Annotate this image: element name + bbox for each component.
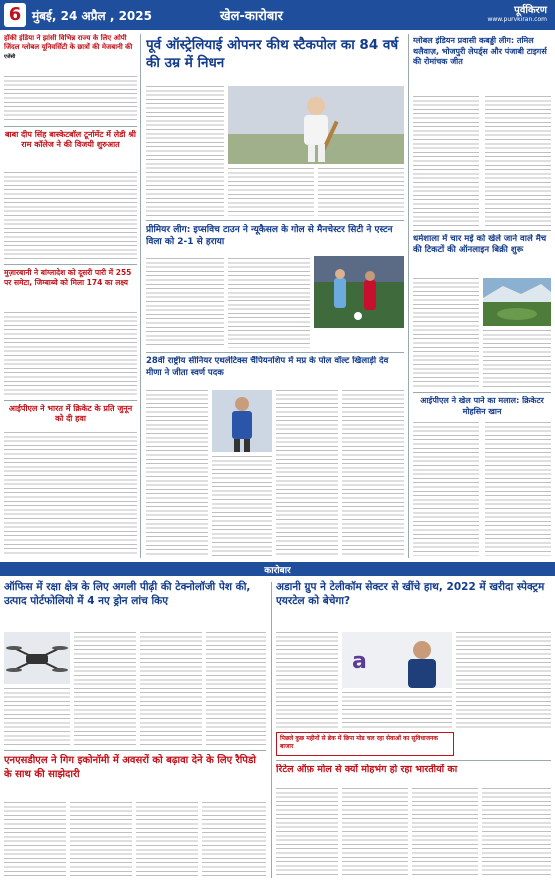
story-dateline: एजेंसी bbox=[4, 54, 16, 60]
story-dharmshala bbox=[413, 234, 551, 274]
story-body-text bbox=[146, 258, 224, 348]
story-headline: आईपीएल ने खेल पाने का मलाल: क्रिकेटर मोहसिन खान bbox=[420, 396, 544, 416]
section-divider bbox=[276, 760, 551, 761]
adani-photo bbox=[342, 632, 452, 688]
column-divider bbox=[140, 34, 141, 558]
story-body-text bbox=[136, 802, 198, 878]
svg-text:a: a bbox=[352, 649, 367, 674]
stadium-graphic bbox=[483, 278, 551, 326]
story-ipl-passion bbox=[4, 404, 137, 430]
masthead bbox=[0, 0, 555, 30]
section-divider bbox=[146, 352, 404, 353]
story-body-text bbox=[276, 788, 338, 878]
pull-quote-text: पिछले कुछ महीनों से ब्रेक में छिपा मोड चल रहा सेवाओं का सुविधाजनक बाजार bbox=[280, 735, 438, 750]
story-muzarabani bbox=[4, 268, 137, 308]
story-body-text bbox=[276, 632, 338, 730]
story-body-text bbox=[318, 168, 404, 216]
story-body-text bbox=[206, 632, 266, 746]
story-headline: रिटेल ऑफ़ मोल से क्यों मोहभंग हो रहा भारतीयों का bbox=[276, 764, 458, 775]
story-body-text bbox=[228, 258, 310, 298]
section-divider bbox=[146, 220, 404, 221]
story-headline: ग्लोबल इंडियन प्रवासी कबड्डी लीग: तमिल थलैवाज़, भोजपुरी लेपर्ड्स और पंजाबी टाइगर्स की रोमांचक जीत bbox=[413, 36, 547, 66]
cricketer-photo-graphic bbox=[228, 86, 404, 164]
story-chess bbox=[4, 130, 137, 168]
story-adani bbox=[276, 580, 551, 628]
story-mohsin bbox=[413, 396, 551, 420]
section-divider bbox=[413, 230, 551, 231]
drone-graphic bbox=[4, 632, 70, 684]
column-divider bbox=[271, 582, 272, 878]
story-headline: धर्मशाला में चार मई को खेले जाने वाले मैच की टिकटों की ऑनलाइन बिक्री शुरू bbox=[413, 234, 547, 255]
story-body-text bbox=[413, 278, 479, 388]
story-body-text bbox=[412, 788, 478, 878]
story-body-text bbox=[4, 312, 137, 396]
story-body-text bbox=[4, 172, 137, 260]
section-divider bbox=[4, 750, 266, 751]
section-band-label: कारोबार bbox=[264, 566, 291, 576]
story-body-text bbox=[413, 96, 479, 226]
story-body-text bbox=[342, 692, 452, 730]
stadium-photo bbox=[483, 278, 551, 326]
story-body-text bbox=[4, 76, 137, 122]
story-office-tech bbox=[4, 580, 266, 628]
story-body-text bbox=[485, 96, 551, 226]
issue-date: मुंबई, 24 अप्रैल , 2025 bbox=[32, 9, 152, 23]
story-headline: प्रीमियर लीग: इप्सविच टाउन ने न्यूकैसल के गोल से मैनचेस्टर सिटी ने एस्टन विला को 2-1 से हराया bbox=[146, 225, 393, 247]
story-body-text bbox=[483, 330, 551, 388]
story-athletics bbox=[146, 356, 404, 386]
story-global-kabaddi bbox=[413, 36, 551, 94]
story-headline: हॉकी इंडिया ने झांसी विभिन्न राज्य के लिए ओपी जिंदल ग्लोबल यूनिवर्सिटी के छात्रों की मेजबानी की bbox=[4, 34, 133, 51]
brand-name: पूर्वकिरण bbox=[514, 5, 547, 16]
story-body-text bbox=[228, 300, 310, 348]
brand-logo bbox=[487, 2, 547, 23]
story-body-text bbox=[485, 422, 551, 556]
story-body-text bbox=[212, 456, 272, 556]
column-divider bbox=[408, 34, 409, 558]
section-divider bbox=[4, 400, 137, 401]
story-headline: अडानी ग्रुप ने टेलीकॉम सेक्टर से खींचे हाथ, 2022 में खरीदा स्पेक्ट्रम एयरटेल को बेचेगा? bbox=[276, 581, 545, 607]
story-body-text bbox=[413, 422, 479, 556]
athlete-photo bbox=[212, 390, 272, 452]
story-body-text bbox=[456, 632, 551, 730]
story-body-text bbox=[202, 802, 266, 878]
page-number: 6 bbox=[4, 3, 26, 27]
story-nsdl bbox=[4, 754, 266, 798]
story-headline: मुज़ारबानी ने बांग्लादेश को दूसरी पारी में 255 पर समेटा, जिम्बाब्वे को मिला 174 का लक्ष्य bbox=[4, 268, 132, 287]
drone-photo bbox=[4, 632, 70, 684]
story-body-text bbox=[342, 788, 408, 878]
story-body-text bbox=[4, 802, 66, 878]
section-divider bbox=[4, 126, 137, 127]
pull-quote-box bbox=[276, 732, 454, 756]
football-match-graphic bbox=[314, 256, 404, 328]
stackpole-photo bbox=[228, 86, 404, 164]
section-title: खेल-कारोबार bbox=[220, 9, 283, 24]
story-body-text bbox=[74, 632, 136, 746]
story-body-text bbox=[342, 390, 404, 556]
story-body-text bbox=[482, 788, 551, 878]
story-body-text bbox=[4, 432, 137, 556]
story-body-text bbox=[140, 632, 202, 746]
brand-website: www.purvkiran.com bbox=[487, 16, 547, 23]
story-body-text bbox=[70, 802, 132, 878]
story-headline: बाबा दीप सिंह बास्केटबॉल टूर्नामेंट में लेडी श्री राम कॉलेज ने की विजयी शुरुआत bbox=[4, 130, 136, 149]
football-photo bbox=[314, 256, 404, 328]
story-headline: ऑफिस में रक्षा क्षेत्र के लिए अगली पीढ़ी की टेक्नोलॉजी पेश की, उत्पाद पोर्टफोलियो में 4 नए ड्रोन लांच किए bbox=[4, 581, 251, 607]
story-body-text bbox=[276, 390, 338, 556]
adani-graphic bbox=[342, 632, 452, 688]
story-body-text bbox=[4, 688, 70, 746]
main-headline: पूर्व ऑस्ट्रेलियाई ओपनर कीथ स्टैकपोल का 84 वर्ष की उम्र में निधन bbox=[146, 37, 399, 71]
story-silver bbox=[276, 764, 551, 784]
story-headline: आईपीएल ने भारत में क्रिकेट के प्रति जुनून को दी हवा bbox=[8, 404, 133, 423]
athlete-graphic bbox=[212, 390, 272, 452]
story-headline: 28वीं राष्ट्रीय सीनियर एथलेटिक्स चैंपियनशिप में मप्र के पोल वॉल्ट खिलाड़ी देव मीणा ने जीता स्वर्ण पदक bbox=[146, 356, 389, 378]
section-divider bbox=[4, 264, 137, 265]
story-body-text bbox=[146, 390, 208, 556]
story-headline: एनएसडीएल ने गिग इकोनॉमी में अवसरों को बढ़ावा देने के लिए रैपिडो के साथ की साझेदारी bbox=[4, 755, 256, 780]
section-divider bbox=[413, 392, 551, 393]
story-premier-league bbox=[146, 224, 404, 254]
story-body-text bbox=[146, 86, 224, 216]
story-stackpole bbox=[146, 36, 404, 82]
business-section-band bbox=[0, 562, 555, 576]
story-body-text bbox=[228, 168, 314, 216]
